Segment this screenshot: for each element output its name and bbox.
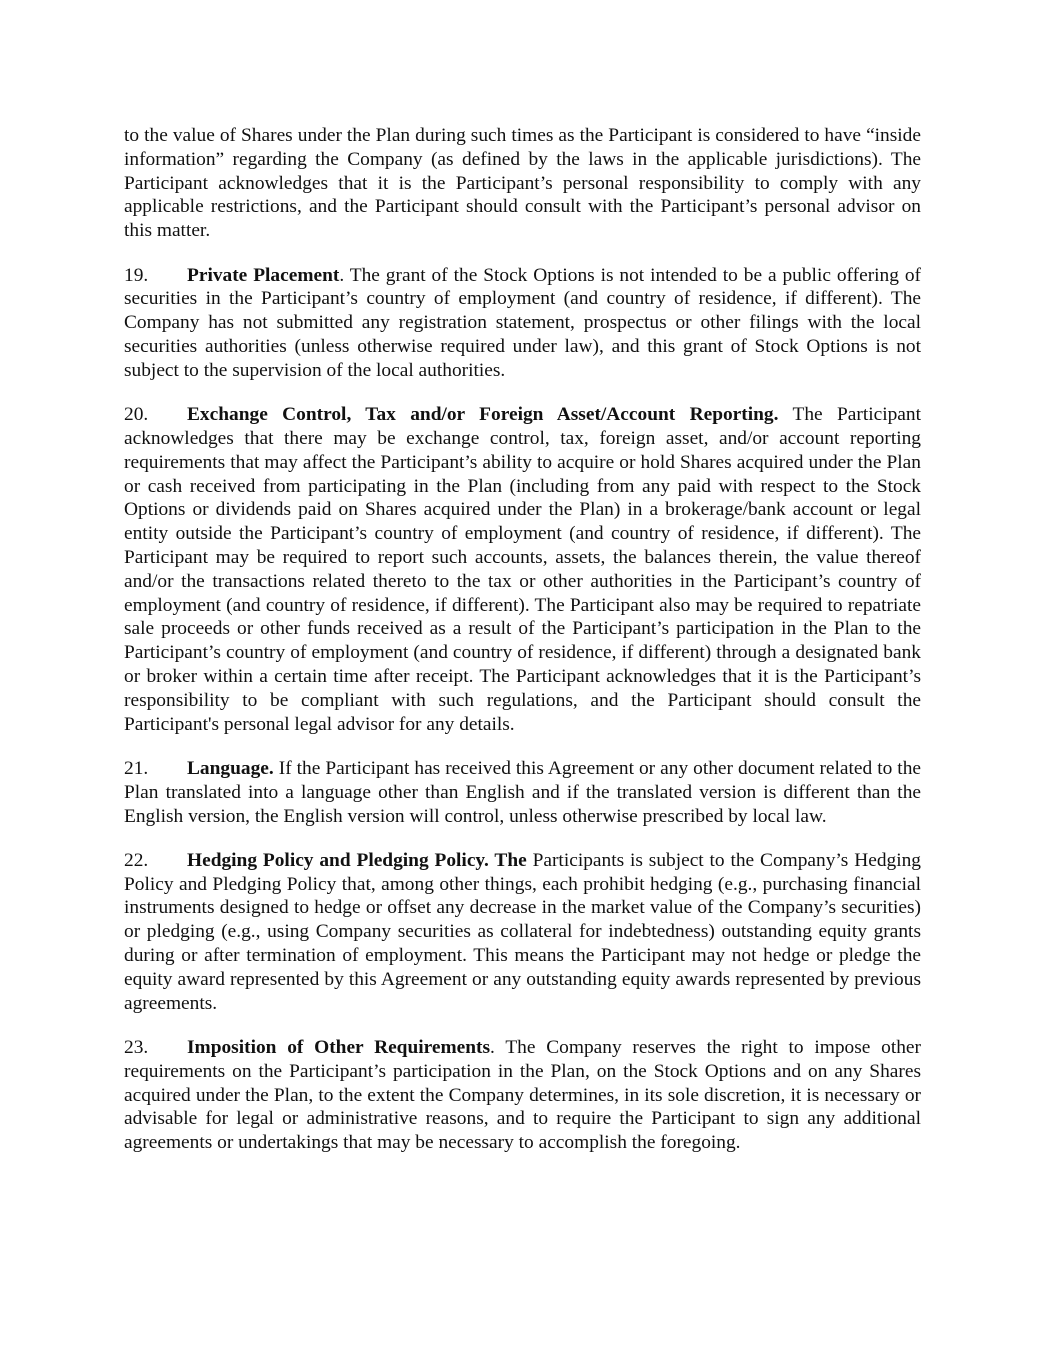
intro-paragraph: to the value of Shares under the Plan during such times as the Participant is considered to have “inside information” regarding the Company (as defined by the laws in the applicable jurisdictions). The Participant acknowledges that it is the Participant’s personal responsibility to comply with any applicable restrictions, and the Participant should consult with the Participant’s personal advisor on this matter. [124,125,921,242]
document-page [124,124,921,1176]
section-heading: Imposition of Other Requirements [187,1037,491,1059]
section-heading: Private Placement [187,264,340,286]
section-heading: Hedging Policy and Pledging Policy. The [187,849,527,871]
section-22-hedging-policy [124,849,921,1016]
section-23-other-requirements [124,1036,921,1155]
section-body: If the Participant has received this Agreement or any other document related to the Plan translated into a language other than English and if the translated version is different than the English version, the English version will control, unless otherwise prescribed by local law. [124,757,921,827]
section-heading: Language. [187,757,274,779]
section-body: The Company reserves the right to impose other requirements on the Participant’s participation in the Plan, on the Stock Options and on any Shares acquired under the Plan, to the extent the Company determines, in its sole discretion, it is necessary or advisable for legal or administrative reasons, and to require the Participant to sign any additional agreements or undertakings that may be necessary to accomplish the foregoing. [124,1037,921,1154]
section-number: 20. [124,404,149,426]
section-21-language [124,757,921,828]
heading-suffix: . [339,264,345,286]
section-heading: Exchange Control, Tax and/or Foreign Asset/Account Reporting. [187,404,779,426]
section-number: 22. [124,849,149,871]
section-20-exchange-control [124,403,921,736]
heading-suffix: . [490,1037,495,1059]
section-body: The grant of the Stock Options is not intended to be a public offering of securities in the Participant’s country of employment (and country of residence, if different). The Company has not submitted any registration statement, prospectus or other filings with the local securities authorities (unless otherwise required under law), and this grant of Stock Options is not subject to the supervision of the local authorities. [124,264,922,381]
section-number: 21. [124,757,149,779]
section-19-private-placement [124,264,921,383]
section-body: Participants is subject to the Company’s Hedging Policy and Pledging Policy that, among other things, each prohibit hedging (e.g., purchasing financial instruments designed to hedge or offset any decrease in the market value of the Company’s securities) or pledging (e.g., using Company securities as collateral for indebtedness) outstanding equity grants during or after termination of employment. This means the Participant may not hedge or pledge the equity award represented by this Agreement or any outstanding equity awards represented by previous agreements. [124,849,921,1014]
section-number: 19. [124,264,149,286]
section-number: 23. [124,1037,149,1059]
section-body: The Participant acknowledges that there may be exchange control, tax, foreign asset, and/or account reporting requirements that may affect the Participant’s ability to acquire or hold Shares acquired under the Plan or cash received from participating in the Plan (including from any paid with respect to the Stock Options or dividends paid on Shares acquired under the Plan) in a brokerage/bank account or legal entity outside the Participant’s country of employment (and country of residence, if different). The Participant may be required to report such accounts, assets, the balances therein, the value thereof and/or the transactions related thereto to the tax or other authorities in the Participant’s country of employment (and country of residence, if different). The Participant also may be required to repatriate sale proceeds or other funds received as a result of the Participant’s participation in the Plan to the Participant’s country of employment (and country of residence, if different) through a designated bank or broker within a certain time after receipt. The Participant acknowledges that it is the Participant’s responsibility to be compliant with such regulations, and the Participant should consult the Participant's personal legal advisor for any details. [124,404,921,735]
